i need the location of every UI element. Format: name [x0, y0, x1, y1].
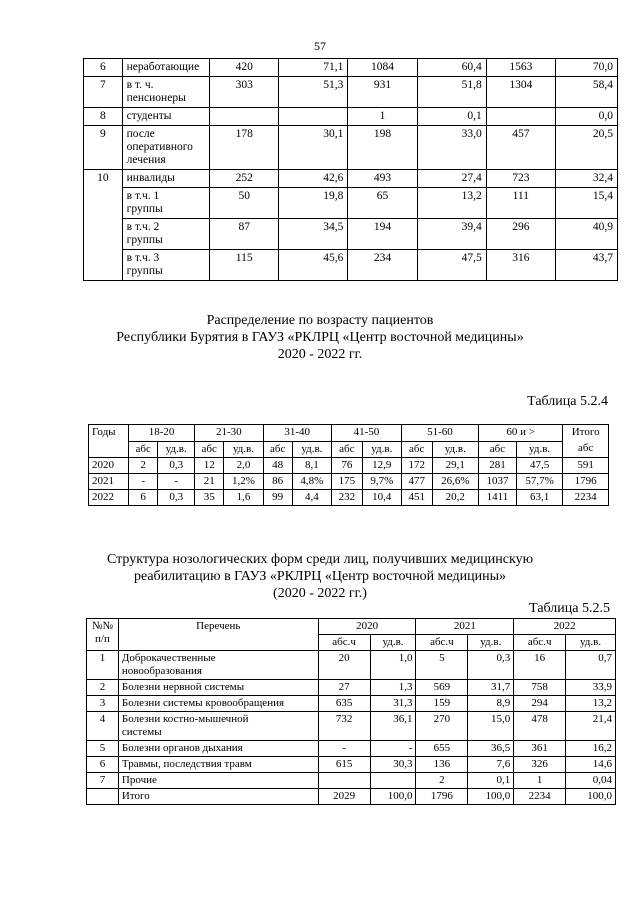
value-cell: 71,1 [279, 59, 348, 77]
table-row [87, 757, 616, 773]
value-cell: 12,9 [362, 458, 401, 474]
value-cell: 457 [486, 126, 555, 170]
value-cell: 36,5 [468, 741, 514, 757]
value-cell: 1,0 [370, 651, 416, 680]
row-number-cell: 9 [84, 126, 123, 170]
value-cell: 13,2 [417, 188, 486, 219]
value-cell: 26,6% [432, 474, 478, 490]
value-cell: 35 [195, 490, 224, 506]
value-cell: 42,6 [279, 170, 348, 188]
value-cell: 2 [416, 773, 468, 789]
subheader-cell: абс.ч [514, 635, 566, 651]
value-cell: 100,0 [370, 789, 416, 805]
value-cell: 303 [210, 77, 279, 108]
value-cell: 1563 [486, 59, 555, 77]
row-name-cell [122, 188, 209, 219]
row-name-line: неработающие [126, 61, 200, 73]
value-cell: 493 [348, 170, 417, 188]
row-name-cell [118, 773, 318, 789]
value-cell: 32,4 [555, 170, 617, 188]
value-cell: 136 [416, 757, 468, 773]
table-row [87, 712, 616, 741]
value-cell: 43,7 [555, 250, 617, 281]
value-cell: 45,6 [279, 250, 348, 281]
value-cell: 0,7 [566, 651, 616, 680]
row-name-line: в т.ч. 1 [126, 190, 160, 202]
value-cell: 29,1 [432, 458, 478, 474]
table-row [87, 773, 616, 789]
value-cell: 0,1 [468, 773, 514, 789]
table-label: Таблица 5.2.4 [527, 394, 608, 409]
row-number-cell [84, 250, 123, 281]
subheader-cell: уд.в. [292, 441, 331, 458]
value-cell: 1,2% [224, 474, 263, 490]
row-number-cell: 7 [84, 77, 123, 108]
value-cell: 1304 [486, 77, 555, 108]
table-row [84, 250, 618, 281]
heading-line: Структура нозологических форм среди лиц, получивших медицинскую [106, 552, 534, 567]
row-number-cell [84, 219, 123, 250]
value-cell: 569 [416, 680, 468, 696]
header-cell: Перечень [118, 619, 318, 651]
row-name-line: системы [121, 726, 162, 738]
header-cell: 31-40 [263, 425, 331, 442]
subheader-cell: абс [263, 441, 292, 458]
heading-line: Республики Бурятия в ГАУЗ «РКЛРЦ «Центр восточной медицины» [116, 330, 524, 345]
value-cell: 87 [210, 219, 279, 250]
subheader-cell: абс [563, 441, 609, 458]
row-name-line: группы [126, 265, 163, 277]
value-cell: 21,4 [566, 712, 616, 741]
value-cell: 316 [486, 250, 555, 281]
value-cell: 2234 [514, 789, 566, 805]
value-cell: 6 [129, 490, 158, 506]
value-cell: 326 [514, 757, 566, 773]
value-cell: 723 [486, 170, 555, 188]
value-cell: 100,0 [468, 789, 514, 805]
value-cell: 7,6 [468, 757, 514, 773]
value-cell: 0,3 [158, 458, 195, 474]
value-cell: 27 [318, 680, 370, 696]
table-row [84, 59, 618, 77]
heading-line: Распределение по возрасту пациентов [206, 313, 434, 328]
value-cell: 635 [318, 696, 370, 712]
row-name-cell [122, 250, 209, 281]
row-number-cell: 8 [84, 108, 123, 126]
value-cell: 1,6 [224, 490, 263, 506]
row-number-cell: 5 [87, 741, 119, 757]
value-cell: 270 [416, 712, 468, 741]
table-header-row [89, 425, 609, 442]
value-cell: - [158, 474, 195, 490]
row-name-line: Болезни костно-мышечной [121, 713, 249, 725]
value-cell: 758 [514, 680, 566, 696]
value-cell: 0,3 [468, 651, 514, 680]
subheader-cell: абс [331, 441, 362, 458]
value-cell: 8,1 [292, 458, 331, 474]
subheader-cell: уд.в. [468, 635, 514, 651]
table-header-row [87, 619, 616, 635]
year-cell: 2022 [89, 490, 129, 506]
value-cell: 172 [401, 458, 432, 474]
value-cell: 15,4 [555, 188, 617, 219]
value-cell: 931 [348, 77, 417, 108]
header-cell: Итого [563, 425, 609, 442]
value-cell: 47,5 [516, 458, 562, 474]
value-cell: 0,1 [417, 108, 486, 126]
value-cell: 50 [210, 188, 279, 219]
value-cell: 115 [210, 250, 279, 281]
value-cell: 39,4 [417, 219, 486, 250]
header-text: №№ [91, 620, 113, 632]
value-cell: 9,7% [362, 474, 401, 490]
nosology-heading [0, 551, 640, 602]
row-name-cell [118, 741, 318, 757]
subheader-cell: уд.в. [516, 441, 562, 458]
table-row [87, 680, 616, 696]
subheader-cell: уд.в. [362, 441, 401, 458]
row-name-line: Болезни системы кровообращения [121, 697, 285, 709]
value-cell: 1796 [416, 789, 468, 805]
value-cell: 100,0 [566, 789, 616, 805]
row-number-cell: 7 [87, 773, 119, 789]
value-cell: 361 [514, 741, 566, 757]
value-cell: 1,3 [370, 680, 416, 696]
value-cell: 194 [348, 219, 417, 250]
row-name-cell [118, 680, 318, 696]
value-cell: 477 [401, 474, 432, 490]
row-name-line: лечения [126, 154, 166, 166]
table-row [84, 77, 618, 108]
value-cell: 478 [514, 712, 566, 741]
header-cell: 41-50 [331, 425, 401, 442]
value-cell [370, 773, 416, 789]
value-cell: 33,9 [566, 680, 616, 696]
value-cell: 159 [416, 696, 468, 712]
year-cell: 2020 [89, 458, 129, 474]
value-cell: 12 [195, 458, 224, 474]
value-cell: 732 [318, 712, 370, 741]
header-cell: Годы [89, 425, 129, 458]
value-cell: 20 [318, 651, 370, 680]
table-row [84, 108, 618, 126]
value-cell: 451 [401, 490, 432, 506]
value-cell [318, 773, 370, 789]
value-cell: 1 [514, 773, 566, 789]
subheader-cell: уд.в. [566, 635, 616, 651]
row-name-line: Прочие [121, 774, 157, 786]
value-cell: 13,2 [566, 696, 616, 712]
row-name-line: пенсионеры [126, 92, 186, 104]
value-cell: 14,6 [566, 757, 616, 773]
value-cell: 33,0 [417, 126, 486, 170]
row-number-cell: 4 [87, 712, 119, 741]
subheader-cell: уд.в. [224, 441, 263, 458]
row-name-line: оперативного [126, 141, 193, 153]
header-cell [87, 619, 119, 651]
value-cell: 60,4 [417, 59, 486, 77]
value-cell: 58,4 [555, 77, 617, 108]
value-cell: - [129, 474, 158, 490]
value-cell: 591 [563, 458, 609, 474]
year-cell: 2021 [89, 474, 129, 490]
row-name-line: группы [126, 234, 163, 246]
subheader-cell: уд.в. [370, 635, 416, 651]
header-cell: 21-30 [195, 425, 263, 442]
value-cell: 5 [416, 651, 468, 680]
header-cell: 60 и > [478, 425, 562, 442]
value-cell: 47,5 [417, 250, 486, 281]
value-cell: 51,3 [279, 77, 348, 108]
value-cell [279, 108, 348, 126]
value-cell: 40,9 [555, 219, 617, 250]
row-name-line: Болезни органов дыхания [121, 742, 243, 754]
row-name-cell [118, 696, 318, 712]
value-cell: 4,8% [292, 474, 331, 490]
value-cell: 2029 [318, 789, 370, 805]
subheader-cell: абс [129, 441, 158, 458]
subheader-cell: уд.в. [158, 441, 195, 458]
value-cell: 1796 [563, 474, 609, 490]
value-cell: 63,1 [516, 490, 562, 506]
value-cell: - [370, 741, 416, 757]
heading-line: реабилитацию в ГАУЗ «РКЛРЦ «Центр восточной медицины» [133, 569, 507, 584]
value-cell: 175 [331, 474, 362, 490]
value-cell: 34,5 [279, 219, 348, 250]
table-row [84, 170, 618, 188]
subheader-cell: абс.ч [416, 635, 468, 651]
row-name-line: Доброкачественные [121, 652, 216, 664]
value-cell: 86 [263, 474, 292, 490]
row-name-line: после [126, 128, 155, 140]
value-cell: 198 [348, 126, 417, 170]
table-row [89, 474, 609, 490]
value-cell: 0,3 [158, 490, 195, 506]
row-name-line: Итого [121, 790, 150, 802]
row-name-cell [122, 170, 209, 188]
value-cell: 21 [195, 474, 224, 490]
value-cell: 4,4 [292, 490, 331, 506]
row-name-line: новообразования [121, 665, 202, 677]
value-cell: 70,0 [555, 59, 617, 77]
row-name-line: инвалиды [126, 172, 175, 184]
table-label: Таблица 5.2.5 [529, 601, 610, 616]
value-cell: 655 [416, 741, 468, 757]
row-name-cell [122, 126, 209, 170]
row-number-cell: 10 [84, 170, 123, 188]
table-row [84, 188, 618, 219]
age-distribution-heading [0, 312, 640, 363]
value-cell: 57,7% [516, 474, 562, 490]
value-cell: 294 [514, 696, 566, 712]
value-cell: - [318, 741, 370, 757]
value-cell: 234 [348, 250, 417, 281]
value-cell: 252 [210, 170, 279, 188]
header-cell: 51-60 [401, 425, 478, 442]
value-cell: 281 [478, 458, 516, 474]
table-row [87, 696, 616, 712]
row-name-cell [122, 77, 209, 108]
value-cell: 111 [486, 188, 555, 219]
subheader-cell: уд.в. [432, 441, 478, 458]
row-name-cell [118, 651, 318, 680]
value-cell: 615 [318, 757, 370, 773]
value-cell: 0,04 [566, 773, 616, 789]
value-cell: 30,1 [279, 126, 348, 170]
row-name-cell [122, 108, 209, 126]
value-cell: 99 [263, 490, 292, 506]
value-cell: 1 [348, 108, 417, 126]
row-name-line: Травмы, последствия травм [121, 758, 252, 770]
value-cell: 8,9 [468, 696, 514, 712]
table-row [89, 490, 609, 506]
table-row [84, 126, 618, 170]
value-cell: 178 [210, 126, 279, 170]
nosology-table [86, 618, 616, 805]
value-cell: 420 [210, 59, 279, 77]
row-number-cell: 2 [87, 680, 119, 696]
row-number-cell: 1 [87, 651, 119, 680]
value-cell: 30,3 [370, 757, 416, 773]
value-cell: 76 [331, 458, 362, 474]
value-cell: 296 [486, 219, 555, 250]
row-name-cell [118, 789, 318, 805]
row-name-cell [118, 712, 318, 741]
subheader-cell: абс [401, 441, 432, 458]
row-number-cell [84, 188, 123, 219]
value-cell: 16,2 [566, 741, 616, 757]
header-cell: 18-20 [129, 425, 195, 442]
row-name-cell [118, 757, 318, 773]
value-cell: 0,0 [555, 108, 617, 126]
row-number-cell: 3 [87, 696, 119, 712]
value-cell: 48 [263, 458, 292, 474]
row-number-cell: 6 [84, 59, 123, 77]
value-cell: 19,8 [279, 188, 348, 219]
table-row [89, 458, 609, 474]
value-cell: 15,0 [468, 712, 514, 741]
table-subheader-row [89, 441, 609, 458]
row-name-cell [122, 219, 209, 250]
header-cell: 2021 [416, 619, 514, 635]
value-cell: 51,8 [417, 77, 486, 108]
row-name-line: в т.ч. 2 [126, 221, 160, 233]
value-cell [486, 108, 555, 126]
row-name-line: в т. ч. [126, 79, 154, 91]
subheader-cell: абс [478, 441, 516, 458]
header-text: п/п [95, 633, 110, 645]
subheader-cell: абс [195, 441, 224, 458]
patient-category-table [83, 58, 618, 281]
value-cell: 27,4 [417, 170, 486, 188]
value-cell: 1411 [478, 490, 516, 506]
value-cell: 1037 [478, 474, 516, 490]
age-distribution-table [88, 424, 609, 506]
subheader-cell: абс.ч [318, 635, 370, 651]
value-cell: 2,0 [224, 458, 263, 474]
row-name-cell [122, 59, 209, 77]
row-number-cell: 6 [87, 757, 119, 773]
value-cell: 232 [331, 490, 362, 506]
row-name-line: студенты [126, 110, 172, 122]
row-number-cell [87, 789, 119, 805]
table-row [87, 741, 616, 757]
heading-line: (2020 - 2022 гг.) [273, 586, 367, 601]
value-cell: 65 [348, 188, 417, 219]
value-cell: 31,3 [370, 696, 416, 712]
value-cell: 10,4 [362, 490, 401, 506]
table-row [87, 789, 616, 805]
row-name-line: в т.ч. 3 [126, 252, 160, 264]
row-name-line: Болезни нервной системы [121, 681, 245, 693]
value-cell: 1084 [348, 59, 417, 77]
page-number: 57 [314, 39, 326, 53]
row-name-line: группы [126, 203, 163, 215]
value-cell: 20,2 [432, 490, 478, 506]
table-row [87, 651, 616, 680]
value-cell: 16 [514, 651, 566, 680]
value-cell [210, 108, 279, 126]
value-cell: 31,7 [468, 680, 514, 696]
heading-line: 2020 - 2022 гг. [277, 347, 363, 362]
value-cell: 2 [129, 458, 158, 474]
value-cell: 20,5 [555, 126, 617, 170]
header-cell: 2022 [514, 619, 616, 635]
header-cell: 2020 [318, 619, 416, 635]
value-cell: 2234 [563, 490, 609, 506]
value-cell: 36,1 [370, 712, 416, 741]
table-row [84, 219, 618, 250]
